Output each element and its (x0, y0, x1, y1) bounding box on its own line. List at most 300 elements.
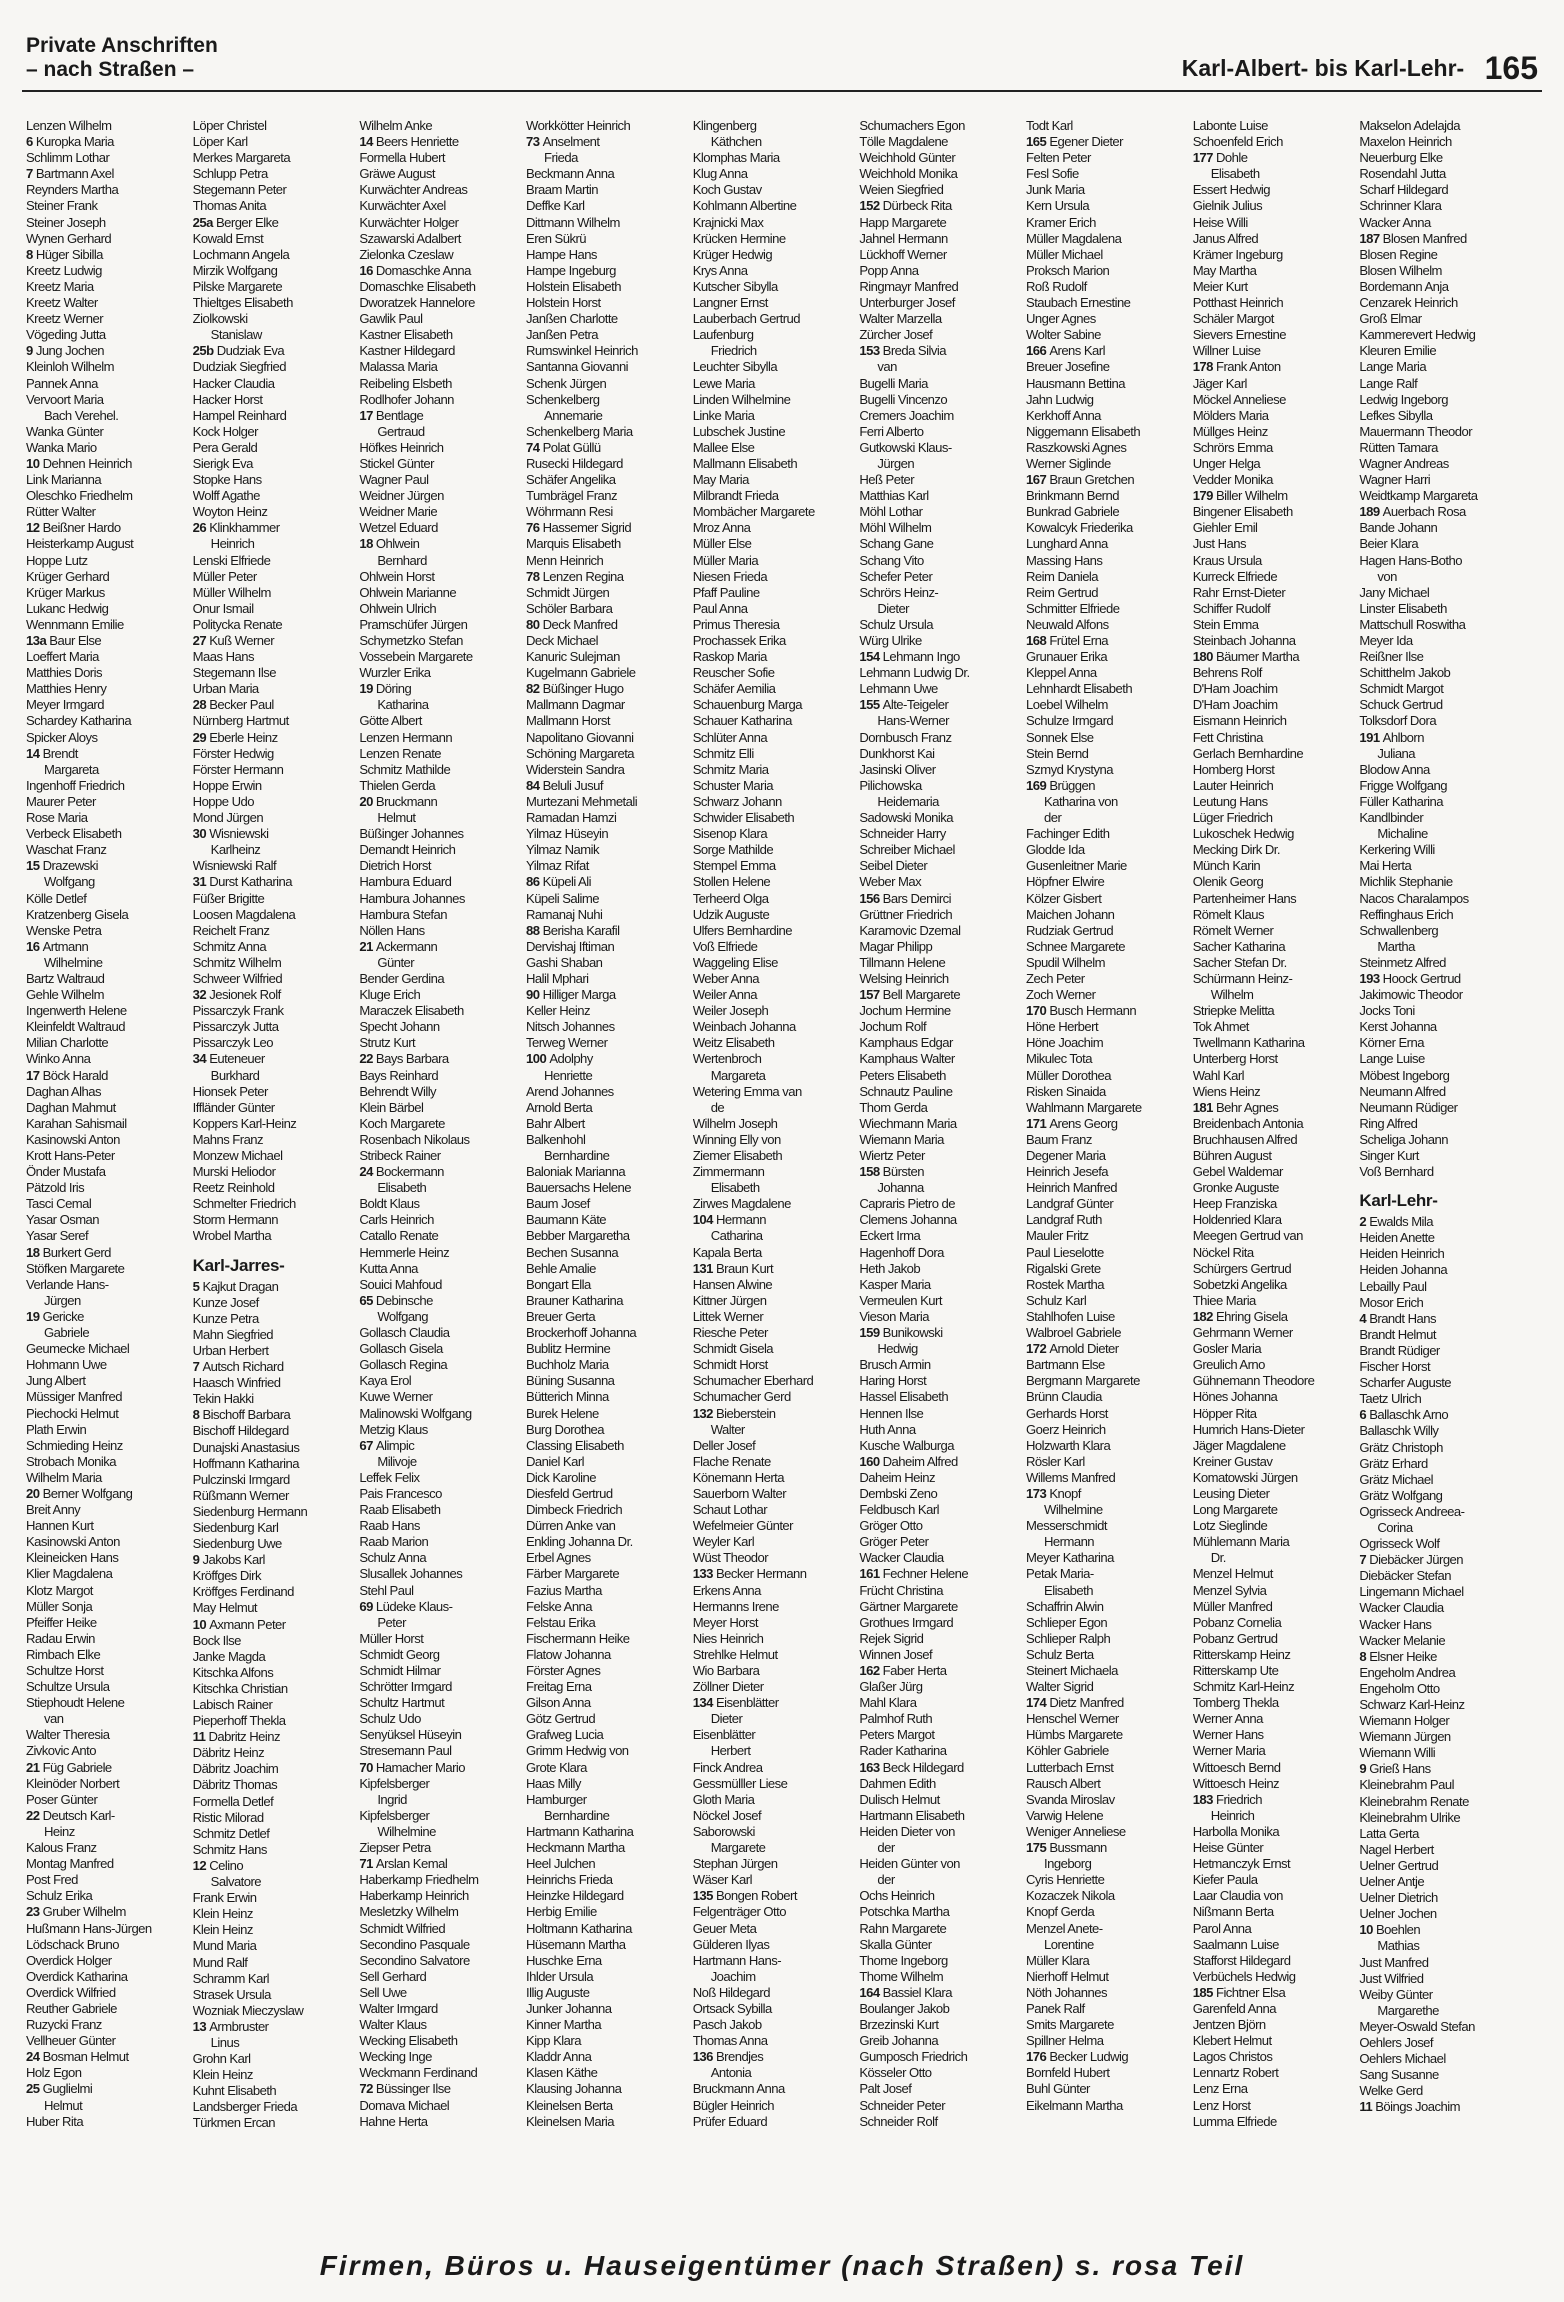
resident-entry (26, 247, 189, 263)
resident-entry: Kreetz Walter (26, 295, 98, 311)
resident-entry: Kleuren Emilie (1359, 343, 1437, 359)
resident-entry: Schulz Anna (359, 1550, 427, 1566)
resident-entry: Haring Horst (859, 1373, 927, 1389)
resident-name: Autsch Richard (202, 1359, 284, 1375)
resident-entry (359, 681, 522, 697)
resident-name: Blosen Manfred (1382, 230, 1467, 246)
entry-continuation: Heinz (44, 1823, 75, 1839)
entry-continuation: Bernhardine (544, 1807, 610, 1823)
resident-entry: Schürmann Heinz- (1192, 970, 1293, 986)
resident-entry: Mirzik Wolfgang (192, 262, 278, 278)
resident-entry: Woyton Heinz (192, 504, 268, 520)
house-number: 6 (26, 134, 36, 150)
resident-entry: Holzwarth Klara (1026, 1437, 1111, 1453)
resident-entry: Strehlke Helmut (692, 1646, 778, 1662)
entry-continuation: Antonia (710, 2065, 752, 2081)
resident-entry: Sell Gerhard (359, 1968, 427, 1984)
resident-entry: Dunkhorst Kai (859, 745, 935, 761)
resident-entry: Tomberg Thekla (1192, 1695, 1279, 1711)
resident-entry (526, 987, 689, 1003)
resident-entry: Gosler Maria (1192, 1341, 1262, 1357)
resident-entry: Füller Katharina (1359, 793, 1444, 809)
resident-entry: Lenz Horst (1192, 2097, 1251, 2113)
resident-entry: Jahnel Hermann (859, 230, 948, 246)
resident-entry: Schaut Lothar (692, 1502, 768, 1518)
resident-entry: Hohmann Uwe (26, 1357, 107, 1373)
resident-entry: Hennen Ilse (859, 1405, 924, 1421)
resident-name: Arens Georg (1049, 1115, 1118, 1131)
resident-name: Euteneuer (209, 1051, 265, 1067)
resident-entry: Müller Wilhelm (192, 584, 271, 600)
resident-entry: Hansen Alwine (692, 1276, 773, 1292)
resident-entry: Kerkhoff Anna (1026, 407, 1101, 423)
resident-entry (1193, 649, 1356, 665)
resident-entry: Jochum Hermine (859, 1003, 951, 1019)
resident-entry: Yilmaz Hüseyin (526, 826, 609, 842)
resident-entry: Hamburger (526, 1791, 587, 1807)
resident-name: Bruckmann (375, 793, 438, 809)
resident-entry: Jochum Rolf (859, 1019, 927, 1035)
resident-entry: Raab Marion (359, 1534, 429, 1550)
entry-continuation: Heinrich (210, 536, 255, 552)
entry-continuation: Wolfgang (377, 1308, 429, 1324)
house-number: 7 (192, 1359, 203, 1375)
resident-entry: Hambura Johannes (359, 890, 465, 906)
resident-entry: Huschke Erna (526, 1952, 602, 1968)
resident-name: Bell Margarete (882, 987, 961, 1003)
resident-entry: Schultze Horst (26, 1663, 104, 1678)
resident-entry: Flache Renate (692, 1453, 771, 1469)
resident-entry: Dornbusch Franz (859, 729, 952, 745)
resident-entry: Janßen Petra (526, 327, 599, 343)
resident-entry: Wiens Heinz (1192, 1083, 1261, 1099)
house-number: 157 (859, 987, 883, 1003)
house-number: 177 (1192, 150, 1216, 166)
resident-entry: Lutterbach Ernst (1026, 1759, 1114, 1775)
house-number: 67 (359, 1437, 376, 1453)
resident-entry: Grunauer Erika (1026, 649, 1108, 665)
entry-continuation: Helmut (377, 810, 416, 826)
resident-entry (359, 536, 522, 552)
resident-entry: Ritterskamp Ute (1192, 1663, 1279, 1678)
resident-entry: Kinner Martha (526, 2017, 602, 2033)
resident-entry: Potthast Heinrich (1192, 295, 1284, 311)
resident-entry: Post Fred (26, 1872, 78, 1888)
resident-entry: Römelt Werner (1192, 922, 1274, 938)
resident-entry: Heinrichs Frieda (526, 1872, 613, 1888)
house-number: 166 (1026, 343, 1050, 359)
resident-entry (1193, 1985, 1356, 2001)
resident-entry: Meyer Katharina (1026, 1550, 1114, 1566)
resident-entry: Höne Joachim (1026, 1035, 1104, 1051)
resident-entry: Gräwe August (359, 166, 435, 182)
resident-entry: Kipp Klara (526, 2033, 581, 2049)
resident-entry: Dunajski Anastasius (192, 1439, 300, 1455)
resident-entry: Schmidt Gisela (692, 1341, 774, 1357)
resident-entry: Neumann Rüdiger (1359, 1099, 1458, 1115)
resident-entry: Schauer Katharina (692, 713, 792, 729)
resident-entry: Däbritz Thomas (192, 1777, 278, 1793)
resident-entry: Terweg Werner (526, 1035, 608, 1051)
resident-entry (693, 2049, 856, 2065)
resident-entry: Giehler Emil (1192, 520, 1258, 536)
resident-entry: Zimmermann (692, 1164, 765, 1180)
entry-continuation: Elisabeth (710, 1180, 760, 1196)
entry-continuation: Bernhard (377, 552, 427, 568)
resident-entry: Thomas Anna (692, 2033, 768, 2049)
resident-entry: Lehnhardt Elisabeth (1026, 681, 1133, 697)
resident-entry: Catallo Renate (359, 1228, 439, 1244)
entry-continuation: Gertraud (377, 423, 425, 439)
house-number: 104 (692, 1212, 716, 1228)
resident-entry: Grätz Wolfgang (1359, 1487, 1443, 1503)
resident-entry: Wiechmann Maria (859, 1115, 957, 1131)
resident-entry: Bebber Margaretha (526, 1228, 630, 1244)
resident-entry: Thom Gerda (859, 1099, 928, 1115)
resident-entry: Rahn Margarete (859, 1920, 947, 1936)
resident-entry: Bingener Elisabeth (1192, 504, 1293, 520)
house-number: 10 (1359, 1922, 1376, 1938)
resident-entry: Loeffert Maria (26, 649, 99, 665)
resident-name: Wisniewski (209, 826, 269, 842)
resident-entry: Maichen Johann (1026, 906, 1115, 922)
resident-entry: Twellmann Katharina (1192, 1035, 1305, 1051)
house-number: 172 (1026, 1341, 1050, 1357)
resident-entry: Kurwächter Holger (359, 214, 459, 230)
resident-entry: Eren Sükrü (526, 230, 587, 246)
resident-entry: Ruzycki Franz (26, 2017, 102, 2033)
resident-entry: Unterberg Horst (1192, 1051, 1278, 1067)
resident-name: Ackermann (375, 938, 438, 954)
resident-entry: Schang Vito (859, 552, 924, 568)
resident-entry: Kleppel Anna (1026, 665, 1097, 681)
resident-entry: Wilhelm Joseph (692, 1115, 778, 1131)
resident-entry: Schaffrin Alwin (1026, 1598, 1104, 1614)
resident-entry: Hampe Ingeburg (526, 262, 616, 278)
resident-entry: Winnen Josef (859, 1646, 933, 1662)
resident-entry: Buchholz Maria (526, 1357, 609, 1373)
resident-entry: Knopf Gerda (1026, 1904, 1095, 1920)
resident-entry (526, 923, 689, 939)
house-number: 73 (526, 134, 543, 150)
resident-entry: Weyler Karl (692, 1534, 755, 1550)
resident-entry: Wanka Mario (26, 439, 97, 455)
resident-entry (193, 1051, 356, 1067)
resident-name: Böck Harald (42, 1067, 108, 1083)
resident-entry (526, 874, 689, 890)
resident-entry: Thiee Maria (1192, 1292, 1256, 1308)
house-number: 19 (26, 1308, 43, 1324)
resident-entry: Schulz Erika (26, 1888, 93, 1904)
resident-entry: Rausch Albert (1026, 1775, 1101, 1791)
resident-entry: Link Marianna (26, 472, 102, 488)
resident-entry: Schulz Berta (1026, 1646, 1094, 1662)
resident-entry: Bühren August (1192, 1148, 1272, 1163)
resident-name: Lenzen Regina (542, 568, 624, 584)
resident-entry: Klebert Helmut (1192, 2033, 1272, 2049)
resident-entry: Nies Heinrich (692, 1630, 764, 1646)
house-number: 78 (526, 568, 543, 584)
resident-entry: Ulfers Bernhardine (692, 922, 792, 938)
resident-entry: Schmidt Margot (1359, 681, 1444, 697)
resident-entry: Gülderen Ilyas (692, 1936, 770, 1952)
resident-name: Beluli Jusuf (542, 777, 603, 793)
house-number: 25a (192, 214, 216, 230)
resident-entry: Wiemann Maria (859, 1131, 944, 1147)
resident-entry: Deck Michael (526, 633, 599, 648)
resident-entry: Winning Elly von (692, 1131, 781, 1147)
house-number: 20 (26, 1485, 43, 1501)
resident-entry: Enkling Johanna Dr. (526, 1534, 633, 1550)
resident-entry: Schumachers Egon (859, 118, 965, 133)
resident-entry: Ochs Heinrich (859, 1888, 935, 1904)
resident-entry: Geuer Meta (692, 1920, 757, 1936)
resident-entry: Ritterskamp Heinz (1192, 1646, 1291, 1662)
resident-entry: Bugelli Maria (859, 375, 928, 391)
resident-entry: Baumann Käte (526, 1212, 607, 1228)
resident-entry: Wahlmann Margarete (1026, 1099, 1142, 1115)
house-number: 159 (859, 1325, 883, 1341)
resident-entry: Lange Maria (1359, 359, 1427, 375)
entry-continuation: van (877, 359, 897, 375)
resident-entry: Müller Peter (192, 568, 257, 584)
resident-entry: Kunze Petra (192, 1310, 259, 1326)
resident-entry: Gehle Wilhelm (26, 987, 104, 1003)
resident-entry: Mosor Erich (1359, 1294, 1424, 1310)
resident-name: Anselment (542, 134, 600, 150)
resident-name: Domaschke Anna (375, 262, 471, 278)
resident-entry (193, 633, 356, 649)
resident-entry: Grafweg Lucia (526, 1727, 604, 1743)
resident-entry: Wacker Claudia (1359, 1600, 1444, 1616)
resident-entry: Marquis Elisabeth (526, 536, 621, 552)
resident-entry: Diesfeld Gertrud (526, 1485, 613, 1501)
resident-entry: Linke Maria (692, 407, 755, 423)
resident-entry: Neuwald Alfons (1026, 616, 1109, 632)
resident-entry: Kladdr Anna (526, 2049, 592, 2065)
resident-entry: Singer Kurt (1359, 1148, 1419, 1163)
resident-entry: Fischermann Heike (526, 1630, 630, 1646)
resident-entry: Pfaff Pauline (692, 584, 760, 600)
resident-entry: Hampe Hans (526, 246, 597, 262)
house-number: 165 (1026, 134, 1050, 150)
entry-continuation: Bernhardine (544, 1148, 610, 1163)
resident-entry: Bordemann Anja (1359, 278, 1449, 294)
resident-entry: Kerst Johanna (1359, 1019, 1437, 1035)
resident-entry (526, 617, 689, 633)
resident-name: Grieß Hans (1369, 1761, 1431, 1777)
resident-name: Drazewski (42, 858, 98, 874)
resident-entry: Gollasch Regina (359, 1357, 448, 1373)
resident-entry (26, 1245, 189, 1261)
resident-entry: Hambura Eduard (359, 874, 452, 890)
resident-entry: Brzezinski Kurt (859, 2017, 939, 2033)
resident-entry: Hacker Claudia (192, 375, 275, 391)
resident-entry: Stein Emma (1192, 616, 1259, 632)
resident-entry: Schnee Margarete (1026, 938, 1125, 954)
resident-entry: Kitschka Alfons (192, 1664, 274, 1680)
resident-name: Bassiel Klara (882, 1984, 952, 2000)
resident-entry: Müller Klara (1026, 1952, 1090, 1968)
resident-entry: Blosen Wilhelm (1359, 262, 1442, 278)
resident-entry: Kröffges Dirk (192, 1568, 261, 1584)
resident-entry (359, 1856, 522, 1872)
resident-entry: Gilson Anna (526, 1695, 591, 1711)
resident-entry: Flatow Johanna (526, 1646, 611, 1662)
resident-entry: D'Ham Joachim (1192, 681, 1278, 697)
resident-entry: Schulz Udo (359, 1711, 421, 1727)
resident-entry: Stollen Helene (692, 874, 771, 890)
resident-entry: Reynders Martha (26, 182, 119, 198)
house-number: 34 (192, 1051, 210, 1067)
directory-column (1193, 118, 1360, 2226)
resident-entry: Krüger Hedwig (692, 246, 773, 262)
resident-entry: Müller Dorothea (1026, 1067, 1111, 1083)
resident-entry: Hönes Johanna (1192, 1389, 1278, 1405)
resident-entry: Langner Ernst (692, 295, 768, 311)
resident-entry: Junk Maria (1026, 182, 1085, 198)
entry-continuation: Wilhelmine (1044, 1502, 1103, 1518)
resident-entry: Bruchhausen Alfred (1192, 1131, 1298, 1147)
resident-entry: Hüsemann Martha (526, 1936, 626, 1952)
resident-entry: Palt Josef (859, 2081, 912, 2097)
house-number: 8 (192, 1407, 203, 1423)
resident-entry: Grote Klara (526, 1759, 587, 1775)
resident-entry: Palmhof Ruth (859, 1711, 933, 1727)
resident-entry: Schrötter Irmgard (359, 1679, 452, 1695)
resident-entry: Linden Wilhelmine (692, 391, 791, 407)
resident-entry: Oleschko Friedhelm (26, 488, 133, 504)
resident-entry: Yasar Osman (26, 1212, 100, 1228)
resident-entry: Latta Gerta (1359, 1825, 1419, 1841)
house-number: 182 (1192, 1308, 1216, 1324)
resident-name: Daheim Alfred (882, 1453, 958, 1469)
house-number: 191 (1359, 729, 1383, 745)
resident-entry: Tölle Magdalene (859, 134, 948, 150)
resident-entry: Holtmann Katharina (526, 1920, 632, 1936)
resident-entry: Engeholm Andrea (1359, 1664, 1456, 1680)
house-number: 169 (1026, 777, 1050, 793)
resident-entry: Koch Gustav (692, 182, 762, 198)
resident-entry (359, 794, 522, 810)
resident-entry (1359, 231, 1522, 247)
resident-name: Polat Güllü (542, 439, 601, 455)
house-number: 14 (26, 745, 43, 761)
resident-entry: Heth Jakob (859, 1260, 921, 1276)
resident-entry: Oehlers Michael (1359, 2051, 1446, 2067)
resident-entry: Neuerburg Elke (1359, 150, 1443, 166)
house-number: 11 (192, 1729, 209, 1745)
resident-entry: Maxelon Heinrich (1359, 134, 1452, 150)
house-number: 136 (692, 2049, 716, 2065)
resident-entry: Thomas Anita (192, 198, 267, 214)
entry-continuation: Elisabeth (1210, 166, 1260, 182)
resident-entry (359, 2081, 522, 2097)
house-number: 2 (1359, 1214, 1370, 1230)
house-number: 170 (1026, 1003, 1050, 1019)
resident-entry (1359, 1311, 1522, 1327)
resident-entry: Lotz Sieglinde (1192, 1518, 1268, 1534)
resident-entry (193, 1858, 356, 1874)
resident-entry (859, 1325, 1022, 1341)
house-number: 17 (359, 407, 376, 423)
resident-entry: Schmitz Anna (192, 938, 267, 954)
resident-entry: Schneider Rolf (859, 2113, 938, 2129)
resident-entry: Voß Bernhard (1359, 1164, 1434, 1180)
resident-entry: Lenski Elfriede (192, 552, 271, 568)
resident-name: Bäumer Martha (1216, 649, 1300, 665)
resident-entry: Breuer Josefine (1026, 359, 1110, 375)
entry-continuation: Wilhelmine (377, 1823, 436, 1839)
resident-name: Axmann Peter (209, 1616, 286, 1632)
resident-name: Kuß Werner (209, 633, 275, 648)
house-number: 156 (859, 890, 883, 906)
resident-name: Büssinger Ilse (375, 2081, 451, 2097)
resident-entry: Unger Helga (1192, 455, 1261, 471)
resident-entry: Mallmann Elisabeth (692, 455, 798, 471)
resident-entry: Janke Magda (192, 1648, 266, 1664)
resident-entry (1193, 1100, 1356, 1116)
resident-entry: Mroz Anna (692, 520, 751, 536)
resident-entry: Huth Anna (859, 1421, 916, 1437)
resident-entry: Schöning Margareta (526, 745, 635, 761)
resident-entry: Tolksdorf Dora (1359, 713, 1437, 729)
resident-entry: Wetzel Eduard (359, 520, 438, 536)
resident-entry: Kittner Jürgen (692, 1292, 767, 1308)
resident-entry (26, 343, 189, 359)
resident-entry: Stickel Günter (359, 455, 434, 471)
resident-entry (859, 697, 1022, 713)
resident-entry: Klein Bärbel (359, 1099, 424, 1115)
resident-entry: Büning Susanna (526, 1373, 615, 1389)
entry-continuation: Salvatore (210, 1874, 262, 1890)
resident-entry: Landgraf Ruth (1026, 1212, 1102, 1228)
resident-entry: Thome Ingeborg (859, 1952, 948, 1968)
house-number: 161 (859, 1566, 883, 1582)
resident-entry: Menzel Anete- (1026, 1920, 1103, 1936)
resident-name: Bentlage (375, 407, 424, 423)
resident-entry: Daheim Heinz (859, 1469, 935, 1485)
resident-entry: Weiler Anna (692, 987, 757, 1003)
resident-name: Bieberstein (715, 1405, 776, 1421)
resident-entry: Schitthelm Jakob (1359, 665, 1451, 681)
resident-entry: Ringmayr Manfred (859, 278, 959, 294)
resident-entry: Scharf Hildegard (1359, 182, 1449, 198)
resident-name: Alte-Teigeler (882, 697, 949, 713)
house-number: 19 (359, 681, 376, 697)
resident-entry: Baum Josef (526, 1196, 590, 1212)
resident-entry: Gusenleitner Marie (1026, 858, 1127, 874)
resident-entry: Klein Heinz (192, 1922, 253, 1938)
resident-entry: Bügler Heinrich (692, 2097, 774, 2113)
resident-entry: Schenk Jürgen (526, 375, 607, 391)
resident-name: Artmann (42, 938, 89, 954)
resident-entry: Milbrandt Frieda (692, 488, 779, 504)
house-number: 5 (192, 1278, 203, 1294)
resident-entry (859, 987, 1022, 1003)
resident-entry: Stresemann Paul (359, 1743, 452, 1759)
resident-entry: Heß Peter (859, 472, 915, 488)
resident-entry: Rütter Walter (26, 504, 96, 520)
resident-entry: Peters Margot (859, 1727, 935, 1743)
resident-entry: Boulanger Jakob (859, 2000, 950, 2016)
directory-column (193, 118, 360, 2226)
resident-entry: Kleinebrahm Renate (1359, 1793, 1469, 1809)
resident-name: Faber Herta (882, 1663, 947, 1678)
resident-entry: Schultze Ursula (26, 1679, 110, 1695)
resident-entry: Paul Anna (692, 600, 748, 616)
resident-entry: Schmidt Wilfried (359, 1920, 446, 1936)
